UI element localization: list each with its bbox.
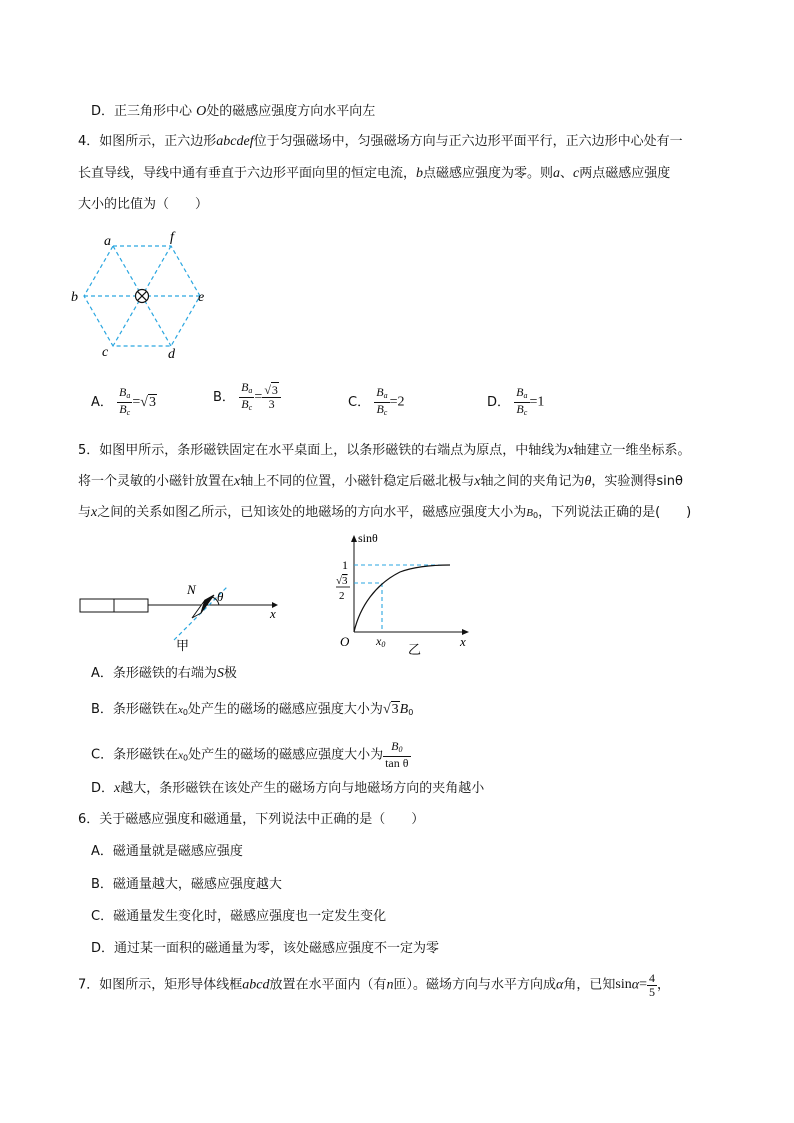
q6-option-a[interactable]: A．磁通量就是磁感应强度 — [91, 844, 243, 859]
figure-caption-jia: 甲 — [176, 639, 190, 654]
y-axis-label: sinθ — [358, 531, 378, 545]
q5-stem-line3: 与x之间的关系如图乙所示，已知该处的地磁场的方向水平，磁感应强度大小为$B_0$，下列说法正确的是( ) — [78, 505, 692, 520]
q5-option-a[interactable]: A．条形磁铁的右端为S极 — [91, 666, 237, 681]
q5-option-c[interactable]: C．条形磁铁在$x_0$处产生的磁场的磁感应强度大小为 $\frac{B_0}{\text{tan θ}}$ — [91, 739, 409, 770]
q6-option-c[interactable]: C．磁通量发生变化时，磁感应强度也一定发生变化 — [91, 909, 387, 924]
q6-option-b[interactable]: B．磁通量越大，磁感应强度越大 — [91, 877, 282, 892]
bar-magnet-right — [114, 599, 148, 612]
q4-option-c[interactable]: C． $\frac{B_a}{B_c}$ =2 — [348, 385, 405, 417]
q5-option-d[interactable]: D．x越大，条形磁铁在该处产生的磁场方向与地磁场方向的夹角越小 — [91, 781, 485, 796]
vertex-label-d: d — [168, 347, 175, 362]
bar-magnet-left — [80, 599, 114, 612]
angle-label-theta: θ — [217, 589, 224, 604]
q5-option-b[interactable]: B．条形磁铁在$x_0$处产生的磁场的磁感应强度大小为$√3B_0$ — [91, 702, 414, 717]
q4-stem-line1: 4．如图所示，正六边形abcdef位于匀强磁场中，匀强磁场方向与正六边形平面平行，正六边形中心处有一 — [78, 134, 683, 149]
q4-stem-line3: 大小的比值为（ ） — [78, 197, 209, 212]
vertex-label-f: f — [170, 230, 174, 245]
x-axis-label: x — [270, 606, 276, 621]
x-axis-label: x — [460, 634, 466, 649]
current-into-page-icon — [136, 290, 149, 303]
q6-option-d[interactable]: D．通过某一面积的磁通量为零，该处磁感应强度不一定为零 — [91, 941, 440, 956]
q5-stem-line1: 5．如图甲所示，条形磁铁固定在水平桌面上，以条形磁铁的右端点为原点，中轴线为x轴建立一维坐标系。 — [78, 443, 691, 458]
q4-option-a[interactable]: A． $\frac{B_a}{B_c}$ =√3 — [91, 385, 156, 417]
vertex-label-b: b — [71, 290, 78, 305]
sin-theta-curve — [354, 565, 450, 632]
y-axis-arrow — [351, 535, 357, 542]
hexagon-figure — [66, 226, 218, 366]
q4-option-b[interactable]: B． $\frac{B_a}{B_c}$ = $\frac{√3}{3}$ — [213, 381, 281, 414]
origin-label: O — [340, 634, 350, 649]
vertex-label-e: e — [198, 290, 205, 305]
q5-stem-line2: 将一个灵敏的小磁针放置在x轴上不同的位置，小磁针稳定后磁北极与x轴之间的夹角记为θ，实验测得sinθ — [78, 474, 683, 489]
vertex-label-c: c — [102, 345, 109, 360]
q4-option-d[interactable]: D． $\frac{B_a}{B_c}$ =1 — [487, 385, 545, 417]
y-tick-sqrt3-num: √3 — [336, 575, 348, 587]
x0-label: x0 — [376, 634, 386, 649]
figure-yi-sin-theta-graph — [320, 528, 480, 660]
needle-label-n: N — [187, 582, 196, 597]
q3-option-d: D．正三角形中心 O处的磁感应强度方向水平向左 — [91, 104, 376, 119]
q7-stem: 7．如图所示，矩形导体线框abcd放置在水平面内（有n匝）。磁场方向与水平方向成α角，已知sinα= $\frac{4}{5}$ ， — [78, 970, 671, 999]
figure-caption-yi: 乙 — [408, 643, 422, 658]
q4-stem-line2: 长直导线，导线中通有垂直于六边形平面向里的恒定电流，b点磁感应强度为零。则a、c两点磁感应强度 — [78, 166, 671, 181]
figure-jia-magnet-compass — [74, 578, 294, 654]
y-tick-sqrt3-den: 2 — [339, 590, 345, 602]
vertex-label-a: a — [104, 234, 111, 249]
y-tick-1: 1 — [342, 558, 348, 572]
q6-stem: 6．关于磁感应强度和磁通量，下列说法中正确的是（ ） — [78, 812, 425, 827]
